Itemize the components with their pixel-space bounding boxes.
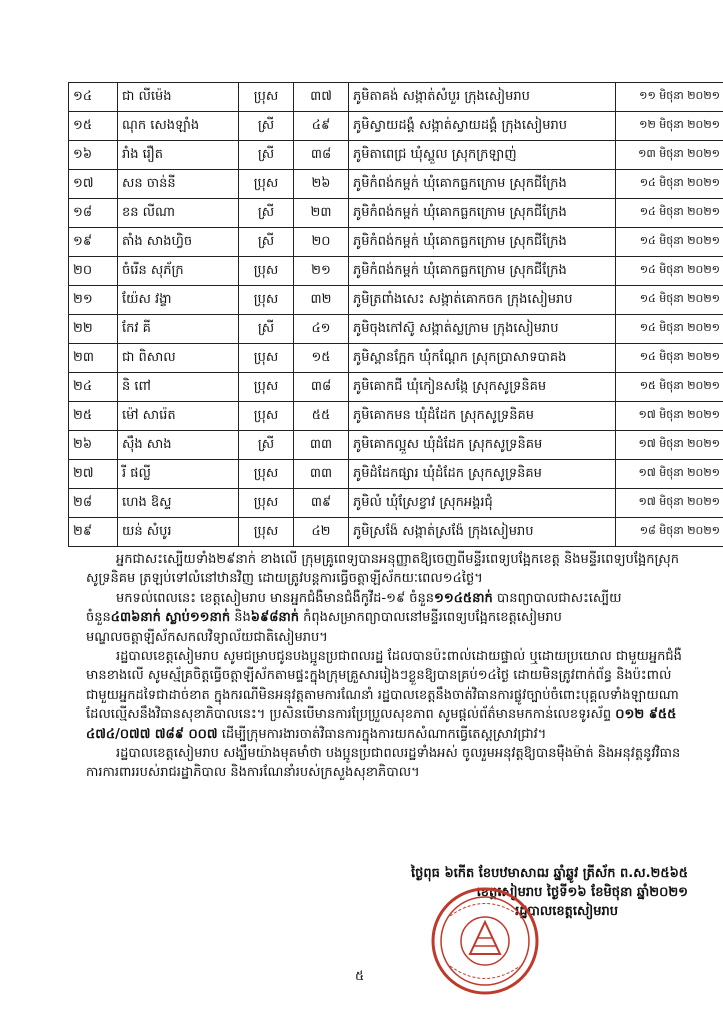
phone-numbers: ០១២ ៩៥៥ ៤៧៤/០៧៧ ៧៨៩ ០០៧ [86, 707, 677, 742]
table-row [69, 228, 723, 257]
cell-name: ណុក សេងឡាំង [118, 112, 239, 141]
cell-date: ១៤ មិថុនា ២០២១ [616, 286, 723, 315]
table-row [69, 141, 723, 170]
cell-age: ២៦ [294, 170, 349, 199]
cell-no: ១៤ [69, 83, 118, 112]
cell-date: ១៤ មិថុនា ២០២១ [616, 257, 723, 286]
cell-name: ហេង ឱស្ទ [118, 489, 239, 518]
cell-sex: ប្រុស [239, 170, 294, 199]
cell-age: ៤២ [294, 518, 349, 547]
cell-no: ១៩ [69, 228, 118, 257]
paragraph-3: រដ្ឋបាលខេត្តសៀមរាប សូមជម្រាបជូនបងប្អូនប្រជាពលរដ្ឋ ដែលបានប៉ះពាល់ដោយផ្ទាល់ ឬដោយប្រយោល ជាមួយអ្នកជំងឺមានខាងលើ សូមស្ម័គ្រចិត្តធ្វើចត្តាឡីស័កតាមផ្ទះក្នុងក្រុមគ្រួសាររៀងៗខ្លួនឱ្យបានគ្រប់១៤ថ្ងៃ ដោយមិនត្រូវពាក់ព័ន្ធ និងប៉ះពាល់ជាមួយអ្នកដទៃជាដាច់ខាត ក្នុងករណីមិនអនុវត្តតាមការណែនាំ រដ្ឋបាលខេត្តនឹងចាត់វិធានការផ្លូវច្បាប់ចំពោះបុគ្គលទាំងឡាយណាដែលល្មើសនឹងវិធានសុខាភិបាលនេះ។ ប្រសិនបើមានការប្រែប្រួលសុខភាព សូមផ្តល់ព័ត៌មានមកកាន់លេខទូរស័ព្ទ ០១២ ៩៥៥ ៤៧៤/០៧៧ ៧៨៩ ០០៧ ដើម្បីក្រុមការងារចាត់វិធានការក្នុងការយកសំណាកធ្វើតេស្តស្រាវជ្រាវ។ [86, 649, 682, 742]
cell-addr: ភូមិត្រពាំងសេះ សង្កាត់គោកចក ក្រុងសៀមរាប [349, 286, 616, 315]
cell-sex: ប្រុស [239, 489, 294, 518]
table-row [69, 170, 723, 199]
cell-sex: ប្រុស [239, 460, 294, 489]
cell-age: ៤៩ [294, 112, 349, 141]
lunar-date: ថ្ងៃពុធ ៦កើត ខែបឋមាសាឍ ឆ្នាំឆ្លូវ ត្រីស័ក ព.ស.២៥៦៥ [411, 866, 688, 881]
cell-name: សន ចាន់នី [118, 170, 239, 199]
cell-date: ១៧ មិថុនា ២០២១ [616, 460, 723, 489]
table-row [69, 344, 723, 373]
patients-table-body [69, 83, 723, 547]
cell-name: យ៉ែស វង្ខា [118, 286, 239, 315]
cell-sex: ប្រុស [239, 344, 294, 373]
cell-sex: ស្រី [239, 315, 294, 344]
cell-addr: ភូមិស្ពានក្អែក ឃុំកណ្តែក ស្រុកប្រាសាទបាគង [349, 344, 616, 373]
cell-sex: ស្រី [239, 431, 294, 460]
cell-date: ១៤ មិថុនា ២០២១ [616, 170, 723, 199]
cell-sex: ស្រី [239, 199, 294, 228]
cell-age: ៤១ [294, 315, 349, 344]
cell-addr: ភូមិគោកល្អួស ឃុំដំដែក ស្រុកសូទ្រនិគម [349, 431, 616, 460]
cell-no: ២៣ [69, 344, 118, 373]
table-row [69, 199, 723, 228]
cell-sex: ប្រុស [239, 373, 294, 402]
cell-no: ២២ [69, 315, 118, 344]
cell-date: ១៨ មិថុនា ២០២១ [616, 518, 723, 547]
cell-no: ១៦ [69, 141, 118, 170]
cell-sex: ស្រី [239, 112, 294, 141]
cell-age: ៣៣ [294, 460, 349, 489]
cell-age: ៣៨ [294, 141, 349, 170]
cell-name: រាំង រឿត [118, 141, 239, 170]
cell-name: ចំរើន សុភ័ក្រ [118, 257, 239, 286]
page-number: ៥ [355, 969, 365, 984]
cell-sex: ប្រុស [239, 518, 294, 547]
cell-addr: ភូមិកំពង់កម្ពក់ ឃុំគោកធ្លកក្រោម ស្រុកជីក្រែង [349, 199, 616, 228]
cell-date: ១៤ មិថុនា ២០២១ [616, 344, 723, 373]
cell-age: ២១ [294, 257, 349, 286]
cell-no: ២៧ [69, 460, 118, 489]
cell-no: ២៥ [69, 402, 118, 431]
official-seal-icon [430, 886, 540, 996]
cell-addr: ភូមិកំពង់កម្ពក់ ឃុំគោកធ្លកក្រោម ស្រុកជីក្រែង [349, 170, 616, 199]
cell-sex: ប្រុស [239, 83, 294, 112]
table-row [69, 286, 723, 315]
cell-no: ២៤ [69, 373, 118, 402]
cell-no: ២៩ [69, 518, 118, 547]
table-row [69, 489, 723, 518]
cell-name: តាំង សាងហ្វិច [118, 228, 239, 257]
cell-age: ៥៥ [294, 402, 349, 431]
table-row [69, 315, 723, 344]
cell-name: ខន លីណា [118, 199, 239, 228]
cell-age: ២៣ [294, 199, 349, 228]
cell-name: ជា ពិសាល [118, 344, 239, 373]
cell-no: ១៨ [69, 199, 118, 228]
cell-age: ៣៩ [294, 489, 349, 518]
cell-addr: ភូមិចុងកៅស៊ូ សង្កាត់ស្លក្រាម ក្រុងសៀមរាប [349, 315, 616, 344]
cell-addr: ភូមិស្វាយដង្គំ សង្កាត់ស្វាយដង្គំ ក្រុងសៀមរាប [349, 112, 616, 141]
cell-date: ១២ មិថុនា ២០២១ [616, 112, 723, 141]
cell-date: ១៤ មិថុនា ២០២១ [616, 228, 723, 257]
cell-name: យន់ សំបូរ [118, 518, 239, 547]
cell-sex: ស្រី [239, 141, 294, 170]
cell-sex: ប្រុស [239, 286, 294, 315]
cell-date: ១៧ មិថុនា ២០២១ [616, 489, 723, 518]
cell-name: ស៊ឹង សាង [118, 431, 239, 460]
cell-name: ម៉ៅ សារ៉េត [118, 402, 239, 431]
paragraph-2: មកទល់ពេលនេះ ខេត្តសៀមរាប មានអ្នកជំងឺមានជំងឺកូវីដ-១៩ ចំនួន១១៤៥នាក់ បានព្យាបាលជាសះស្បើយចំនួន៤៣៦នាក់ ស្លាប់១១នាក់ និង៦៩៨នាក់ កំពុងសម្រាកព្យាបាលនៅមន្ទីរពេទ្យបង្អែកខេត្តសៀមរាប មណ្ឌលចត្តាឡីស័កសកលវិទ្យាល័យជាតិសៀមរាប។ [86, 590, 622, 645]
cell-addr: ភូមិគោកមន ឃុំដំដែក ស្រុកសូទ្រនិគម [349, 402, 616, 431]
cell-date: ១៧ មិថុនា ២០២១ [616, 402, 723, 431]
cell-name: ជា លីម៉េង [118, 83, 239, 112]
table-row [69, 257, 723, 286]
cell-no: ២៨ [69, 489, 118, 518]
cell-addr: ភូមិតាគង់ សង្កាត់សំបួរ ក្រុងសៀមរាប [349, 83, 616, 112]
cell-age: ៣៧ [294, 83, 349, 112]
cell-sex: ស្រី [239, 228, 294, 257]
cell-date: ១១ មិថុនា ២០២១ [616, 83, 723, 112]
cell-addr: ភូមិដំដែកផ្សារ ឃុំដំដែក ស្រុកសូទ្រនិគម [349, 460, 616, 489]
cell-addr: ភូមិកំពង់កម្ពក់ ឃុំគោកធ្លកក្រោម ស្រុកជីក្រែង [349, 228, 616, 257]
table-row [69, 460, 723, 489]
cell-addr: ភូមិតាពេជ្រ ឃុំស្ពួល ស្រុកក្រឡាញ់ [349, 141, 616, 170]
body-text [86, 550, 696, 783]
cell-age: ៣៣ [294, 431, 349, 460]
table-row [69, 431, 723, 460]
cell-sex: ប្រុស [239, 257, 294, 286]
cell-addr: ភូមិកំពង់កម្ពក់ ឃុំគោកធ្លកក្រោម ស្រុកជីក្រែង [349, 257, 616, 286]
table-row [69, 83, 723, 112]
paragraph-1: អ្នកជាសះស្បើយទាំង២៩នាក់ ខាងលើ ក្រុមគ្រូពេទ្យបានអនុញ្ញាតឱ្យចេញពីមន្ទីរពេទ្យបង្អែកខេត្ត និងមន្ទីរពេទ្យបង្អែកស្រុកសូទ្រនិគម ត្រឡប់ទៅលំនៅឋានវិញ ដោយត្រូវបន្តការធ្វើចត្តាឡីស័កយៈពេល១៤ថ្ងៃ។ [86, 552, 679, 587]
cell-no: ១៥ [69, 112, 118, 141]
cell-date: ១៧ មិថុនា ២០២១ [616, 431, 723, 460]
patients-table [68, 82, 723, 547]
cell-no: ២១ [69, 286, 118, 315]
cell-addr: ភូមិស្រង៉ែ សង្កាត់ស្រង៉ែ ក្រុងសៀមរាប [349, 518, 616, 547]
cell-age: ១៥ [294, 344, 349, 373]
table-row [69, 112, 723, 141]
cell-date: ១៤ មិថុនា ២០២១ [616, 199, 723, 228]
cell-age: ២០ [294, 228, 349, 257]
cell-name: និ ពៅ [118, 373, 239, 402]
cell-age: ៣២ [294, 286, 349, 315]
cell-age: ៣៨ [294, 373, 349, 402]
cell-name: កែវ គី [118, 315, 239, 344]
cell-name: រី ផល្លី [118, 460, 239, 489]
cell-no: ២០ [69, 257, 118, 286]
cell-date: ១៣ មិថុនា ២០២១ [616, 141, 723, 170]
cell-date: ១៥ មិថុនា ២០២១ [616, 373, 723, 402]
cell-date: ១៤ មិថុនា ២០២១ [616, 315, 723, 344]
solar-date: ខេត្តសៀមរាប ថ្ងៃទី១៦ ខែមិថុនា ឆ្នាំ២០២១ [476, 885, 688, 900]
table-row [69, 518, 723, 547]
table-row [69, 373, 723, 402]
paragraph-4: រដ្ឋបាលខេត្តសៀមរាប សង្ឃឹមយ៉ាងមុតមាំថា បងប្អូនប្រជាពលរដ្ឋទាំងអស់ ចូលរួមអនុវត្តឱ្យបានម៉ឺងម៉ាត់ និងអនុវត្តនូវវិធានការការពាររបស់រាជរដ្ឋាភិបាល និងការណែនាំរបស់ក្រសួងសុខាភិបាល។ [86, 746, 681, 781]
table-row [69, 402, 723, 431]
cell-addr: ភូមិគោកជី ឃុំកៀនសង្កែ ស្រុកសូទ្រនិគម [349, 373, 616, 402]
office-name: រដ្ឋបាលខេត្តសៀមរាប [515, 904, 618, 919]
cell-addr: ភូមិលំ ឃុំស្រែខ្វាវ ស្រុកអង្គរជុំ [349, 489, 616, 518]
cell-no: ២៦ [69, 431, 118, 460]
cell-no: ១៧ [69, 170, 118, 199]
cell-sex: ប្រុស [239, 402, 294, 431]
